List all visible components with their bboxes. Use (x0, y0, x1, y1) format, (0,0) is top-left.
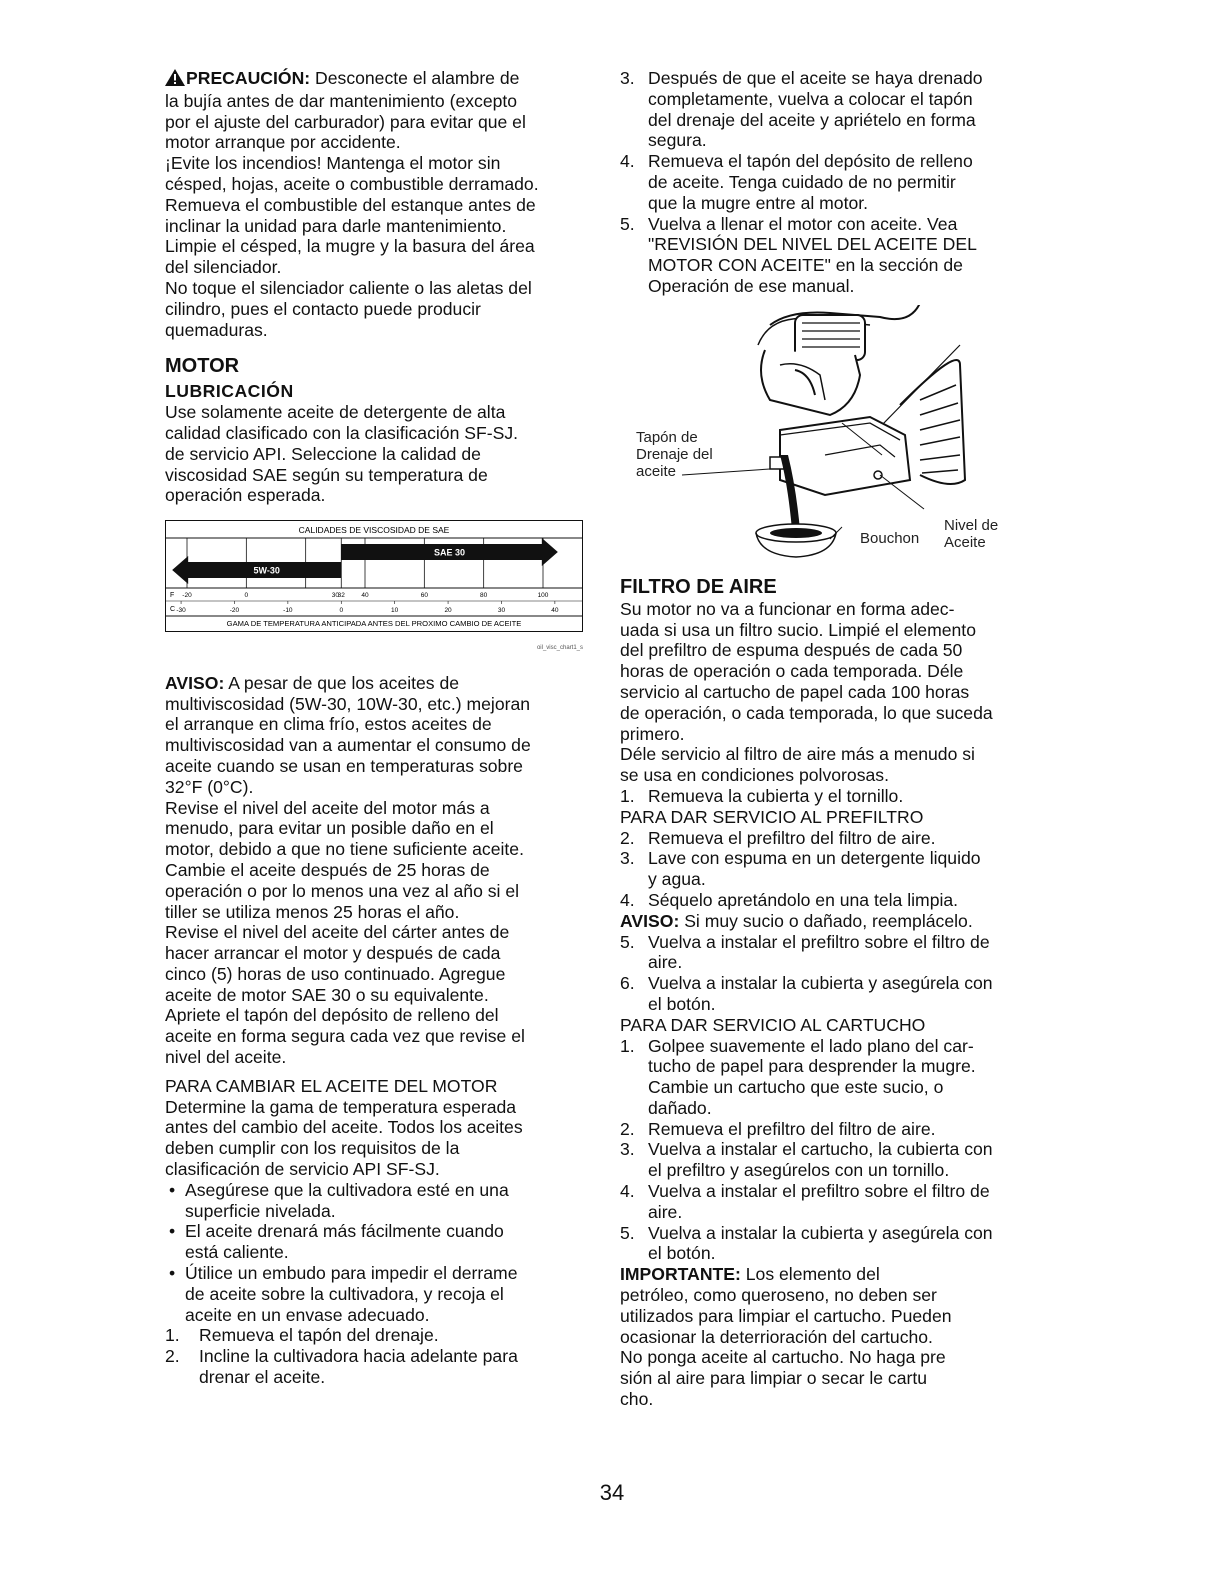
nivel-label-line: Nivel de (944, 516, 999, 534)
step-line: Remueva el prefiltro del filtro de aire. (648, 827, 936, 848)
filtro-line: se usa en condiciones polvorosas. (620, 765, 889, 786)
step-line: Vuelva a instalar la cubierta y asegúrela con (648, 973, 993, 994)
importante-label: IMPORTANTE: (620, 1264, 741, 1285)
bullet-line: está caliente. (185, 1242, 289, 1263)
step-item (620, 1139, 1052, 1181)
celsius-tick-label: 40 (551, 607, 559, 615)
lubricacion-line: Use solamente aceite de detergente de alta (165, 402, 506, 423)
fahrenheit-label: F (170, 592, 175, 600)
step-item (165, 1346, 590, 1388)
drain-plug-label-line: Tapón de (636, 428, 698, 446)
caution-line: No toque el silenciador caliente o las aletas del (165, 277, 532, 298)
aviso-text: Si muy sucio o dañado, reemplácelo. (679, 910, 973, 931)
filtro-heading: FILTRO DE AIRE (620, 575, 777, 598)
step-line: completamente, vuelva a colocar el tapón (648, 88, 973, 109)
step-line: Cambie un cartucho que este sucio, o (648, 1077, 944, 1098)
step-number: 3. (620, 848, 635, 869)
fahrenheit-tick-label: 80 (480, 592, 488, 600)
caution-label: PRECAUCIÓN: (186, 68, 311, 88)
step-item (620, 1119, 1052, 1140)
caution-line: inclinar la unidad para darle mantenimiento. (165, 215, 507, 236)
step-number: 1. (620, 1035, 635, 1056)
warning-triangle-icon (165, 69, 185, 91)
caution-line: Desconecte el alambre de (310, 68, 520, 88)
motor-heading: MOTOR (165, 355, 240, 378)
caution-block (165, 68, 590, 340)
step-item (620, 214, 1052, 297)
step-number: 4. (620, 1181, 635, 1202)
step-line: Vuelva a instalar el prefiltro sobre el filtro de (648, 1181, 990, 1202)
aviso-line: Apriete el tapón del depósito de relleno del (165, 1005, 499, 1026)
caution-line: césped, hojas, aceite o combustible derramado. (165, 173, 539, 194)
step-line: el botón. (648, 1243, 716, 1264)
fahrenheit-tick-label: 60 (420, 592, 428, 600)
caution-line: quemaduras. (165, 319, 268, 340)
cambiar-heading: PARA CAMBIAR EL ACEITE DEL MOTOR (165, 1075, 498, 1096)
lubricacion-line: operación esperada. (165, 485, 326, 506)
prefiltro-heading: PARA DAR SERVICIO AL PREFILTRO (620, 806, 924, 827)
aviso-line: Revise el nivel del aceite del cárter antes de (165, 922, 510, 943)
importante-line: sión al aire para limpiar o secar le cartu (620, 1368, 928, 1389)
fahrenheit-tick-label: 30 (331, 592, 339, 600)
caution-line: cilindro, pues el contacto puede producir (165, 298, 481, 319)
step-line: el prefiltro y asegúrelos con un tornillo. (648, 1160, 950, 1181)
step-line: Golpee suavemente el lado plano del car- (648, 1035, 974, 1056)
lubricacion-line: viscosidad SAE según su temperatura de (165, 464, 488, 485)
step-line: de aceite. Tenga cuidado de no permitir (648, 171, 956, 192)
aviso-line: cinco (5) horas de uso continuado. Agregue (165, 963, 506, 984)
step-item (620, 68, 1052, 151)
drain-plug-label (636, 429, 713, 480)
chart-title: CALIDADES DE VISCOSIDAD DE SAE (298, 525, 450, 536)
importante-line: No ponga aceite al cartucho. No haga pre (620, 1347, 946, 1368)
cambiar-line: deben cumplir con los requisitos de la (165, 1138, 460, 1159)
page-number: 34 (599, 1480, 625, 1505)
aviso-block (165, 673, 590, 1068)
step-line: el botón. (648, 993, 716, 1014)
aviso-line: nivel del aceite. (165, 1047, 287, 1068)
filtro-line: Su motor no va a funcionar en forma adec- (620, 598, 955, 619)
step-line: Remueva el tapón del drenaje. (199, 1325, 439, 1346)
bullet-line: aceite en un envase adecuado. (185, 1304, 430, 1325)
right-column (620, 68, 1052, 1410)
importante-line: ocasionar la deterrioración del cartucho. (620, 1326, 933, 1347)
importante-paragraph (620, 1264, 1052, 1285)
left-column (165, 68, 590, 1388)
step-line: aire. (648, 1201, 683, 1222)
step-number: 4. (620, 889, 635, 910)
celsius-label: C (170, 606, 176, 614)
step-number: 1. (620, 785, 635, 806)
aviso-line: multiviscosidad (5W-30, 10W-30, etc.) mejoran (165, 693, 531, 714)
celsius-tick-label: 30 (497, 607, 506, 615)
step-item (620, 828, 1052, 849)
bullet-mark: • (169, 1179, 176, 1200)
step-item (165, 1325, 590, 1346)
aviso-line: motor, debido a que no tiene suficiente aceite. (165, 839, 524, 860)
oil-drain-figure (620, 305, 1052, 575)
step-number: 4. (620, 151, 635, 172)
step-line: Vuelva a llenar el motor con aceite. Vea (648, 213, 958, 234)
step-item (620, 932, 1052, 974)
cambiar-line: clasificación de servicio API SF-SJ. (165, 1159, 440, 1180)
cartucho-heading: PARA DAR SERVICIO AL CARTUCHO (620, 1014, 926, 1035)
bullet-line: Asegúrese que la cultivadora esté en una (185, 1179, 509, 1200)
step-item (620, 786, 1052, 807)
step-item (620, 1223, 1052, 1265)
step-line: drenar el aceite. (199, 1367, 326, 1388)
step-line: "REVISIÓN DEL NIVEL DEL ACEITE DEL (648, 234, 977, 255)
step-line: dañado. (648, 1097, 712, 1118)
filtro-line: primero. (620, 723, 685, 744)
caution-line: la bujía antes de dar mantenimiento (excepto (165, 90, 518, 111)
step-line: del drenaje del aceite y apriételo en forma (648, 109, 976, 130)
celsius-tick-label: 0 (339, 607, 344, 615)
chart-caption: oil_visc_chart1_s (536, 644, 583, 651)
filtro-line: de operación, o cada temporada, lo que suceda (620, 702, 993, 723)
caution-line: Limpie el césped, la mugre y la basura del área (165, 236, 535, 257)
step-line: que la mugre entre al motor. (648, 192, 869, 213)
importante-line: utilizados para limpiar el cartucho. Pueden (620, 1305, 952, 1326)
caution-line: por el ajuste del carburador) para evitar que el (165, 111, 526, 132)
bouchon-label: Bouchon (860, 529, 920, 547)
chart-footer: GAMA DE TEMPERATURA ANTICIPADA ANTES DEL PROXIMO CAMBIO DE ACEITE (226, 619, 522, 629)
step-line: Después de que el aceite se haya drenado (648, 68, 983, 88)
step-number: 2. (620, 827, 635, 848)
step-number: 5. (620, 213, 635, 234)
importante-line: petróleo, como queroseno, no deben ser (620, 1285, 937, 1306)
aviso-note (620, 911, 1052, 932)
step-number: 6. (620, 973, 635, 994)
lubricacion-heading: LUBRICACIÓN (165, 381, 294, 402)
drain-plug-label-line: Drenaje del (636, 445, 713, 463)
celsius-tick-label: -20 (229, 607, 240, 615)
caution-line: Remueva el combustible del estanque antes de (165, 194, 536, 215)
step-line: Vuelva a instalar la cubierta y asegúrela con (648, 1222, 993, 1243)
cambiar-line: Determine la gama de temperatura esperada (165, 1096, 517, 1117)
nivel-label (944, 517, 998, 551)
step-number: 3. (620, 1139, 635, 1160)
step-line: Vuelva a instalar el prefiltro sobre el filtro de (648, 931, 990, 952)
filtro-line: servicio al cartucho de papel cada 100 horas (620, 681, 970, 702)
lubricacion-line: de servicio API. Seleccione la calidad de (165, 443, 481, 464)
bullet-mark: • (169, 1221, 176, 1242)
cambiar-line: antes del cambio del aceite. Todos los aceites (165, 1117, 523, 1138)
step-line: Remueva la cubierta y el tornillo. (648, 785, 904, 806)
fahrenheit-tick-label: 40 (361, 592, 369, 600)
fahrenheit-tick-label: 100 (537, 592, 549, 600)
celsius-tick-label: -30 (176, 607, 186, 615)
aviso-line: multiviscosidad van a aumentar el consumo de (165, 735, 531, 756)
step-item (620, 890, 1052, 911)
step-line: aire. (648, 952, 683, 973)
bullet-item (165, 1263, 590, 1325)
step-line: Operación de ese manual. (648, 275, 855, 296)
fahrenheit-tick-label: 32 (337, 592, 345, 600)
step-line: segura. (648, 130, 707, 151)
viscosity-chart-svg (165, 520, 583, 632)
chart-bar-label: 5W-30 (253, 565, 280, 576)
aviso-line: 32°F (0°C). (165, 776, 254, 797)
aviso-line: aceite en forma segura cada vez que revise el (165, 1026, 525, 1047)
aviso-line: Cambie el aceite después de 25 horas de (165, 859, 490, 880)
aviso-label: AVISO: (620, 910, 680, 931)
step-number: 2. (620, 1118, 635, 1139)
step-line: Vuelva a instalar el cartucho, la cubierta con (648, 1139, 993, 1160)
step-item (620, 973, 1052, 1015)
bullet-line: superficie nivelada. (185, 1200, 336, 1221)
step-line: Lave con espuma en un detergente liquido (648, 848, 981, 869)
caution-line: ¡Evite los incendios! Mantenga el motor sin (165, 153, 501, 174)
aviso-line: hacer arrancar el motor y después de cada (165, 943, 501, 964)
step-line: Remueva el tapón del depósito de relleno (648, 151, 973, 172)
lubricacion-line: calidad clasificado con la clasificación SF-SJ. (165, 422, 519, 443)
aviso-line: Revise el nivel del aceite del motor más a (165, 797, 490, 818)
bullet-item (165, 1221, 590, 1263)
drain-plug-label-line: aceite (636, 462, 677, 480)
celsius-tick-label: 20 (444, 607, 452, 615)
caution-paragraph (165, 68, 590, 91)
filtro-line: horas de operación o cada temporada. Déle (620, 661, 964, 682)
celsius-tick-label: -10 (283, 607, 293, 615)
aviso-label: AVISO: (165, 672, 225, 693)
aviso-line: operación o por lo menos una vez al año si el (165, 880, 520, 901)
fahrenheit-tick-label: -20 (182, 592, 192, 600)
aviso-paragraph (165, 673, 590, 694)
bullet-line: El aceite drenará más fácilmente cuando (185, 1221, 504, 1242)
step-item (620, 1036, 1052, 1119)
aviso-line: el arranque en clima frío, estos aceites de (165, 714, 492, 735)
step-item (620, 1181, 1052, 1223)
step-number: 5. (620, 931, 635, 952)
step-line: Séquelo apretándolo en una tela limpia. (648, 889, 959, 910)
bullet-mark: • (169, 1263, 176, 1284)
filtro-line: Déle servicio al filtro de aire más a menudo si (620, 744, 975, 765)
chart-bar-label: SAE 30 (434, 547, 466, 558)
step-item (620, 151, 1052, 213)
nivel-label-line: Aceite (944, 533, 986, 551)
step-number: 3. (620, 68, 635, 88)
step-item (620, 848, 1052, 890)
aviso-line: aceite cuando se usan en temperaturas sobre (165, 755, 523, 776)
step-line: MOTOR CON ACEITE" en la sección de (648, 255, 963, 276)
filtro-line: uada si usa un filtro sucio. Limpié el elemento (620, 619, 976, 640)
aviso-line: menudo, para evitar un posible daño en el (165, 818, 494, 839)
step-number: 1. (165, 1325, 180, 1346)
bullet-item (165, 1180, 590, 1222)
step-line: Remueva el prefiltro del filtro de aire. (648, 1118, 936, 1139)
celsius-tick-label: 10 (391, 607, 399, 615)
bullet-line: Útilice un embudo para impedir el derrame (185, 1263, 518, 1284)
filtro-line: del prefiltro de espuma después de cada 50 (620, 640, 963, 661)
aviso-line: aceite de motor SAE 30 o su equivalente. (165, 984, 489, 1005)
viscosity-chart (165, 520, 583, 659)
importante-line: Los elemento del (740, 1264, 880, 1285)
step-line: tucho de papel para desprender la mugre. (648, 1056, 976, 1077)
aviso-line: A pesar de que los aceites de (224, 672, 460, 693)
importante-line: cho. (620, 1389, 654, 1410)
step-line: Incline la cultivadora hacia adelante para (199, 1346, 518, 1367)
caution-line: motor arranque por accidente. (165, 132, 401, 153)
caution-line: del silenciador. (165, 257, 282, 278)
step-number: 5. (620, 1222, 635, 1243)
step-number: 2. (165, 1346, 180, 1367)
bullet-line: de aceite sobre la cultivadora, y recoja el (185, 1283, 504, 1304)
fahrenheit-tick-label: 0 (244, 592, 249, 600)
aviso-line: tiller se utiliza menos 25 horas el año. (165, 901, 460, 922)
step-line: y agua. (648, 869, 706, 890)
